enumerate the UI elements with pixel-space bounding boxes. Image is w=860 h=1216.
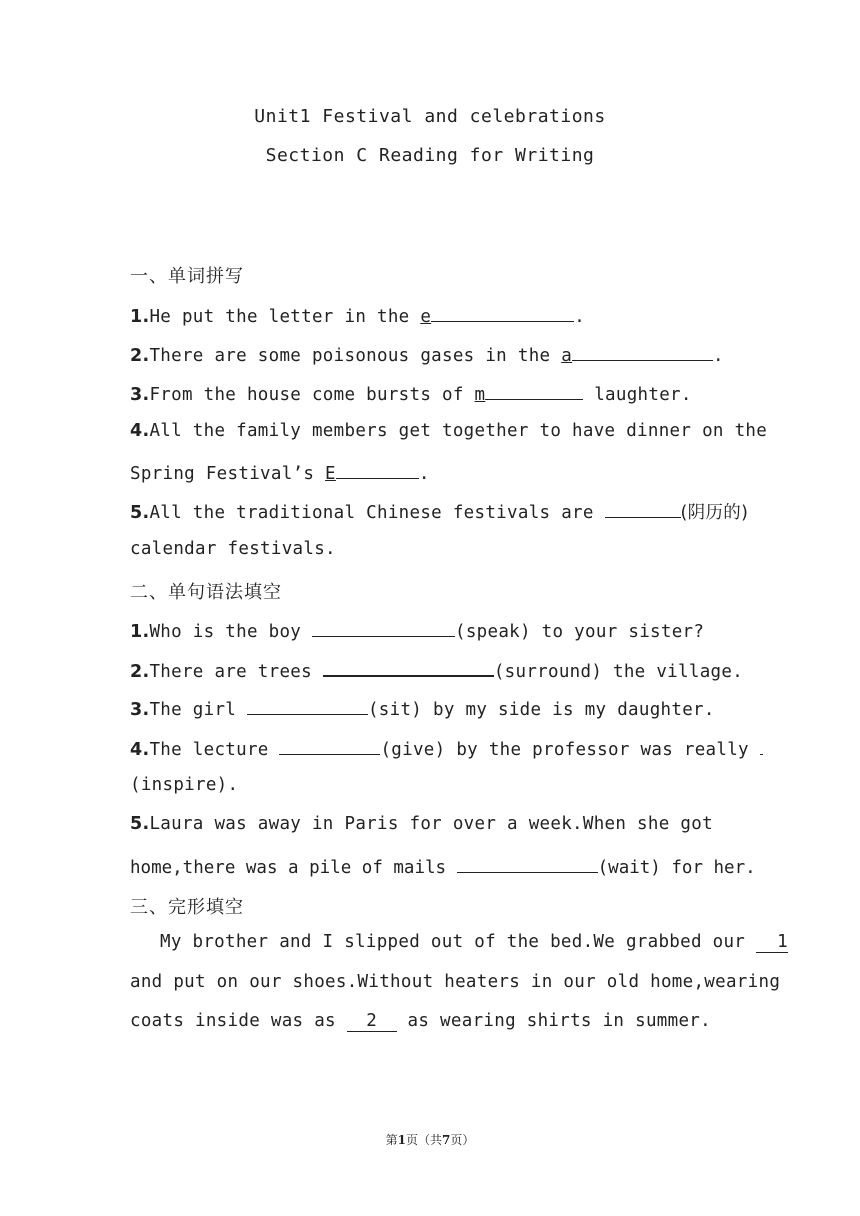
item-hint: (sit) [367,700,423,720]
answer-blank[interactable] [336,460,419,479]
item-hint: (wait) [597,858,661,878]
s2-item-5 [130,814,713,834]
title-line-2: Section C Reading for Writing [265,145,595,166]
item-hint: (surround) [493,662,603,682]
item-text-end: by the professor was really [445,740,760,760]
footer-middle: 页（共 [405,1133,442,1147]
s2-item-4 [130,736,763,760]
s1-item-4 [130,421,767,441]
answer-blank[interactable] [485,381,583,400]
cloze-line-3 [130,1011,711,1032]
item-hint: (阴历的) [680,503,749,523]
s1-item-2 [130,342,724,366]
s1-item-5 [130,499,748,524]
item-text: Spring Festival’s [130,464,326,484]
s2-item-2 [130,657,743,682]
item-text-end: the village. [602,662,744,682]
item-text-end: laughter. [583,385,692,405]
answer-blank[interactable] [279,736,380,755]
page-footer [0,1131,860,1148]
item-text-end: by my side is my daughter. [422,700,715,720]
s1-item-5-cont: calendar festivals. [130,539,336,559]
item-text: There are trees [149,662,323,682]
item-text-end: to your sister? [530,622,705,642]
item-text-end: . [713,346,724,366]
answer-blank[interactable] [323,657,494,677]
answer-blank[interactable] [247,696,368,715]
hint-letter: a [561,346,573,366]
hint-letter: m [474,385,486,405]
answer-blank[interactable] [457,854,598,873]
cloze-text-end: as wearing shirts in summer. [396,1011,711,1031]
item-number: 4. [130,740,150,760]
s1-item-1 [130,303,585,327]
item-text-end: . [418,464,430,484]
answer-blank[interactable] [312,618,455,637]
item-text: He put the letter in the [149,307,421,327]
item-text: The girl [149,700,247,720]
item-number: 3. [130,385,150,405]
section2-heading: 二、单句语法填空 [130,582,282,603]
answer-blank[interactable] [431,303,574,322]
cloze-blank-1[interactable]: 1 [756,932,788,953]
footer-prefix: 第 [385,1133,398,1147]
s1-item-4-cont [130,460,430,484]
cloze-line-2: and put on our shoes.Without heaters in our old home,wearing [130,972,781,992]
item-text-end: for her. [660,858,756,878]
answer-blank[interactable] [760,736,763,755]
item-number: 4. [130,421,150,441]
current-page-number: 1 [397,1133,406,1147]
cloze-text: My brother and I slipped out of the bed.We grabbed our [160,932,756,952]
s1-item-3 [130,381,692,405]
item-number: 1. [130,622,150,642]
item-text: From the house come bursts of [149,385,475,405]
item-number: 1. [130,307,150,327]
item-text: All the family members get together to have dinner on the [149,421,768,441]
hint-letter: E [325,464,336,484]
s2-item-1 [130,618,704,642]
cloze-text: coats inside was as [130,1011,347,1031]
item-text: All the traditional Chinese festivals are [149,503,605,523]
item-text-end: . [574,307,586,327]
item-hint: (speak) [454,622,531,642]
total-pages: 7 [442,1133,451,1147]
s2-item-5-cont [130,854,756,878]
item-number: 3. [130,700,150,720]
s2-item-4-cont: (inspire). [130,775,239,795]
section1-heading: 一、单词拼写 [130,266,244,287]
hint-letter: e [420,307,432,327]
section3-heading: 三、完形填空 [130,897,244,918]
s2-item-3 [130,696,715,720]
answer-blank[interactable] [605,499,681,518]
answer-blank[interactable] [572,342,713,361]
item-number: 2. [130,662,150,682]
title-line-1: Unit1 Festival and celebrations [254,106,606,127]
footer-suffix: 页） [450,1133,475,1147]
item-hint: (give) [380,740,446,760]
item-number: 5. [130,814,150,834]
cloze-blank-2[interactable]: 2 [347,1011,397,1032]
item-number: 5. [130,503,150,523]
item-text: home,there was a pile of mails [130,858,457,878]
item-text: Who is the boy [149,622,312,642]
item-number: 2. [130,346,150,366]
item-text: The lecture [149,740,280,760]
cloze-line-1 [160,932,788,953]
item-text: There are some poisonous gases in the [149,346,562,366]
item-text: Laura was away in Paris for over a week.When she got [149,814,713,834]
